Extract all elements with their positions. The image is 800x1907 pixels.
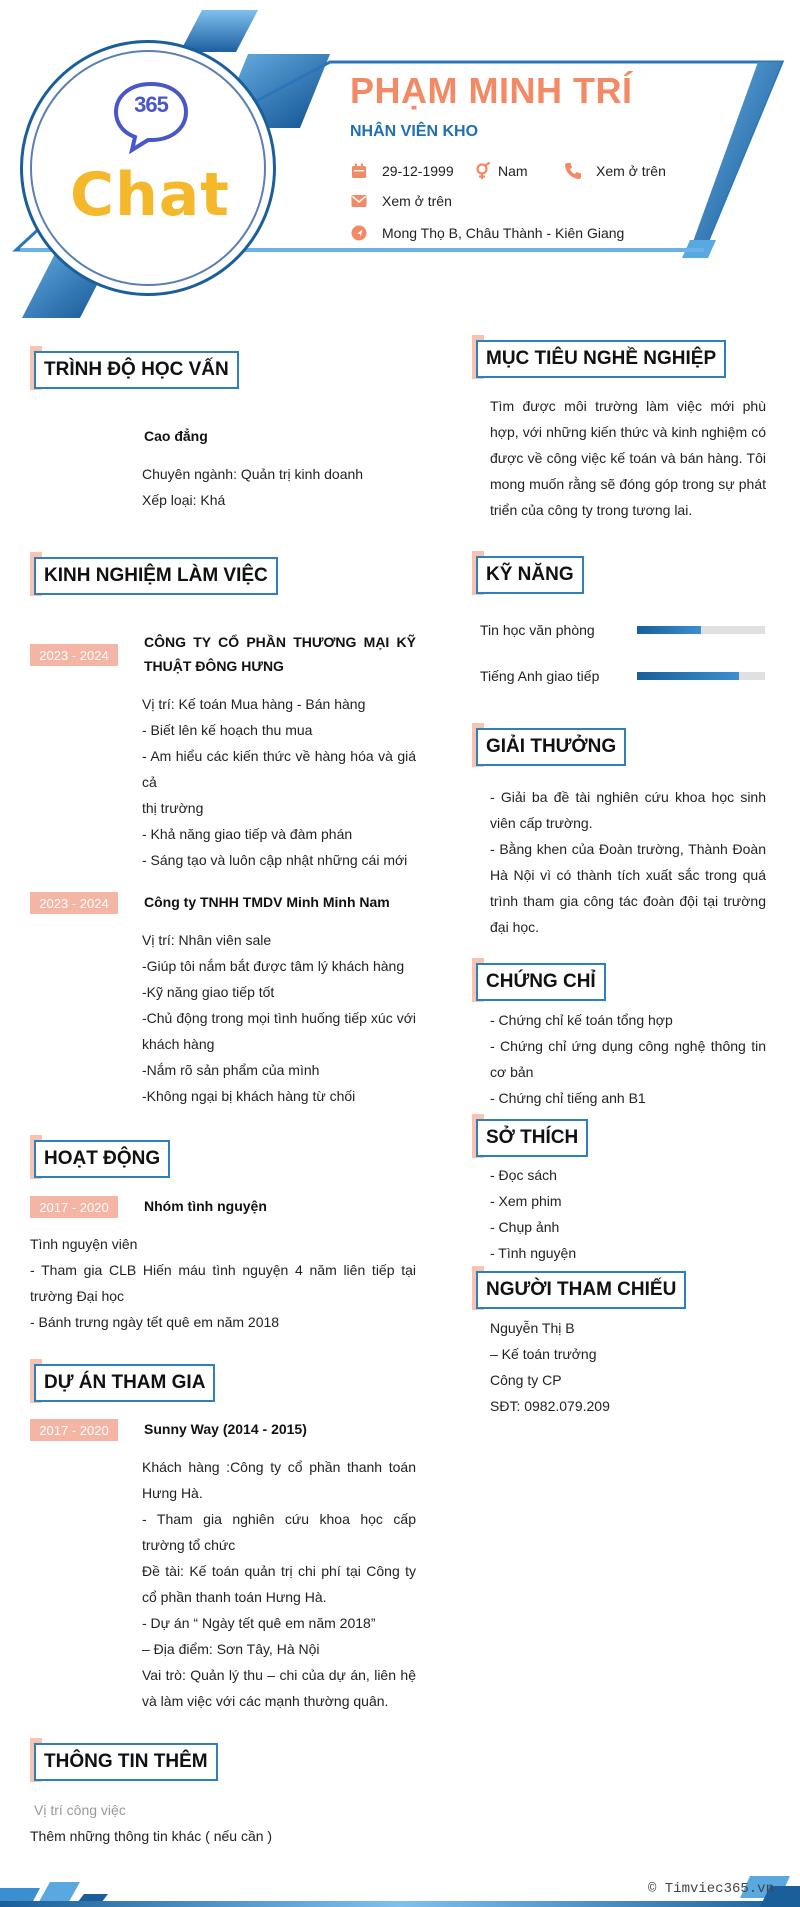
experience-line: - Sáng tạo và luôn cập nhật những cái mới: [142, 852, 408, 868]
certificates-title: CHỨNG CHỈ: [476, 963, 606, 1001]
experience-period-badge: 2023 - 2024: [30, 644, 118, 666]
copyright-text: © Timviec365.vn: [647, 1881, 774, 1897]
dob-info: [350, 161, 454, 181]
candidate-role: NHÂN VIÊN KHO: [350, 123, 479, 140]
projects-period-badge: 2017 - 2020: [30, 1419, 118, 1441]
experience-line: Vị trí: Kế toán Mua hàng - Bán hàng: [142, 696, 366, 712]
email-info: [350, 191, 452, 211]
avatar: [30, 50, 266, 286]
reference-line: SĐT: 0982.079.209: [490, 1398, 610, 1414]
reference-line: Nguyễn Thị B: [490, 1320, 575, 1336]
activities-org: Nhóm tình nguyện: [144, 1198, 267, 1214]
location-icon: [350, 224, 368, 242]
experience-line: - Khả năng giao tiếp và đàm phán: [142, 826, 353, 842]
dob-value: 29-12-1999: [382, 163, 454, 179]
projects-title: DỰ ÁN THAM GIA: [34, 1364, 215, 1402]
skill-name: Tin học văn phòng: [480, 622, 595, 638]
activities-title: HOẠT ĐỘNG: [34, 1140, 170, 1178]
objective-title: MỤC TIÊU NGHỀ NGHIỆP: [476, 340, 726, 378]
gender-icon: [474, 162, 492, 180]
education-grade: Xếp loại: Khá: [142, 492, 226, 508]
skill-fill: [637, 626, 701, 634]
gender-info: [474, 161, 528, 181]
experience-company: CÔNG TY CỔ PHẦN THƯƠNG MẠI KỸ THUẬT ĐÔNG HƯNG: [144, 634, 416, 674]
experience-line: thị trường: [142, 800, 204, 816]
phone-info: [564, 161, 666, 181]
hobby-item: - Tình nguyện: [490, 1245, 577, 1261]
skill-bar: [637, 672, 765, 680]
project-line: - Dự án “ Ngày tết quê em năm 2018”: [142, 1615, 376, 1631]
project-name: Sunny Way (2014 - 2015): [144, 1421, 307, 1437]
certificate-line: - Chứng chỉ tiếng anh B1: [490, 1090, 646, 1106]
education-title: TRÌNH ĐỘ HỌC VẤN: [34, 351, 239, 389]
candidate-name: PHẠM MINH TRÍ: [350, 70, 633, 111]
activities-line: - Tham gia CLB Hiến máu tình nguyện 4 năm liên tiếp tại trường Đại học: [30, 1262, 416, 1304]
skill-fill: [637, 672, 739, 680]
phone-icon: [564, 162, 582, 180]
extra-text: Thêm những thông tin khác ( nếu cần ): [30, 1828, 273, 1844]
experience-line: - Am hiểu các kiến thức về hàng hóa và giá cả: [142, 748, 416, 790]
hobbies-title: SỞ THÍCH: [476, 1119, 588, 1157]
activities-line: - Bánh trưng ngày tết quê em năm 2018: [30, 1314, 280, 1330]
experience-line: -Chủ động trong mọi tình huống tiếp xúc với khách hàng: [142, 1010, 416, 1052]
project-line: Khách hàng :Công ty cổ phần thanh toán Hưng Hà.: [142, 1459, 416, 1501]
hobby-item: - Đọc sách: [490, 1167, 557, 1183]
address-value: Mong Thọ B, Châu Thành - Kiên Giang: [382, 225, 625, 241]
address-info: [350, 223, 624, 243]
project-line: Đề tài: Kế toán quản trị chi phí tại Công ty cổ phần thanh toán Hưng Hà.: [142, 1563, 416, 1605]
experience-company: Công ty TNHH TMDV Minh Minh Nam: [144, 894, 390, 910]
skills-title: KỸ NĂNG: [476, 556, 584, 594]
award-line: - Bằng khen của Đoàn trường, Thành Đoàn Hà Nội vì có thành tích xuất sắc trong quá trình tham gia công tác đoàn đội tại trường đại học.: [490, 841, 766, 935]
logo-number: 365: [134, 92, 168, 117]
experience-title: KINH NGHIỆM LÀM VIỆC: [34, 557, 278, 595]
hobby-item: - Xem phim: [490, 1193, 562, 1209]
extra-label: Vị trí công việc: [34, 1802, 126, 1818]
hobby-item: - Chụp ảnh: [490, 1219, 560, 1235]
cv-header: [0, 0, 800, 320]
gender-value: Nam: [498, 163, 528, 179]
experience-line: Vị trí: Nhân viên sale: [142, 932, 272, 948]
extra-title: THÔNG TIN THÊM: [34, 1743, 218, 1781]
skill-bar: [637, 626, 765, 634]
activities-line: Tình nguyện viên: [30, 1236, 138, 1252]
experience-line: - Biết lên kế hoạch thu mua: [142, 722, 313, 738]
reference-line: – Kế toán trưởng: [490, 1346, 597, 1362]
project-line: Vai trò: Quản lý thu – chi của dự án, liên hệ và làm việc với các mạnh thường quân.: [142, 1667, 416, 1709]
education-major: Chuyên ngành: Quản trị kinh doanh: [142, 466, 364, 482]
objective-text: Tìm được môi trường làm việc mới phù hợp, với những kiến thức và kinh nghiệm có được về công việc kế toán và bán hàng. Tôi mong muốn rằng sẽ đóng góp trong sự phát triển của công ty trong tương lai.: [490, 398, 766, 518]
certificate-line: - Chứng chỉ ứng dụng công nghệ thông tin cơ bản: [490, 1038, 766, 1080]
certificate-line: - Chứng chỉ kế toán tổng hợp: [490, 1012, 673, 1028]
project-line: - Tham gia nghiên cứu khoa học cấp trường tổ chức: [142, 1511, 416, 1553]
skill-name: Tiếng Anh giao tiếp: [480, 668, 600, 684]
logo-text: Chat: [70, 160, 230, 230]
reference-line: Công ty CP: [490, 1372, 562, 1388]
education-school: Cao đẳng: [144, 428, 208, 444]
experience-line: -Nắm rõ sản phẩm của mình: [142, 1062, 320, 1078]
email-icon: [350, 192, 368, 210]
experience-line: -Không ngại bị khách hàng từ chối: [142, 1088, 356, 1104]
activities-period-badge: 2017 - 2020: [30, 1196, 118, 1218]
references-title: NGƯỜI THAM CHIẾU: [476, 1271, 686, 1309]
experience-line: -Giúp tôi nắm bắt được tâm lý khách hàng: [142, 958, 405, 974]
calendar-icon: [350, 162, 368, 180]
awards-title: GIẢI THƯỞNG: [476, 728, 626, 766]
project-line: – Địa điểm: Sơn Tây, Hà Nội: [142, 1641, 320, 1657]
email-value: Xem ở trên: [382, 193, 452, 209]
phone-value: Xem ở trên: [596, 163, 666, 179]
award-line: - Giải ba đề tài nghiên cứu khoa học sinh viên cấp trường.: [490, 789, 766, 831]
experience-period-badge: 2023 - 2024: [30, 892, 118, 914]
experience-line: -Kỹ năng giao tiếp tốt: [142, 984, 275, 1000]
